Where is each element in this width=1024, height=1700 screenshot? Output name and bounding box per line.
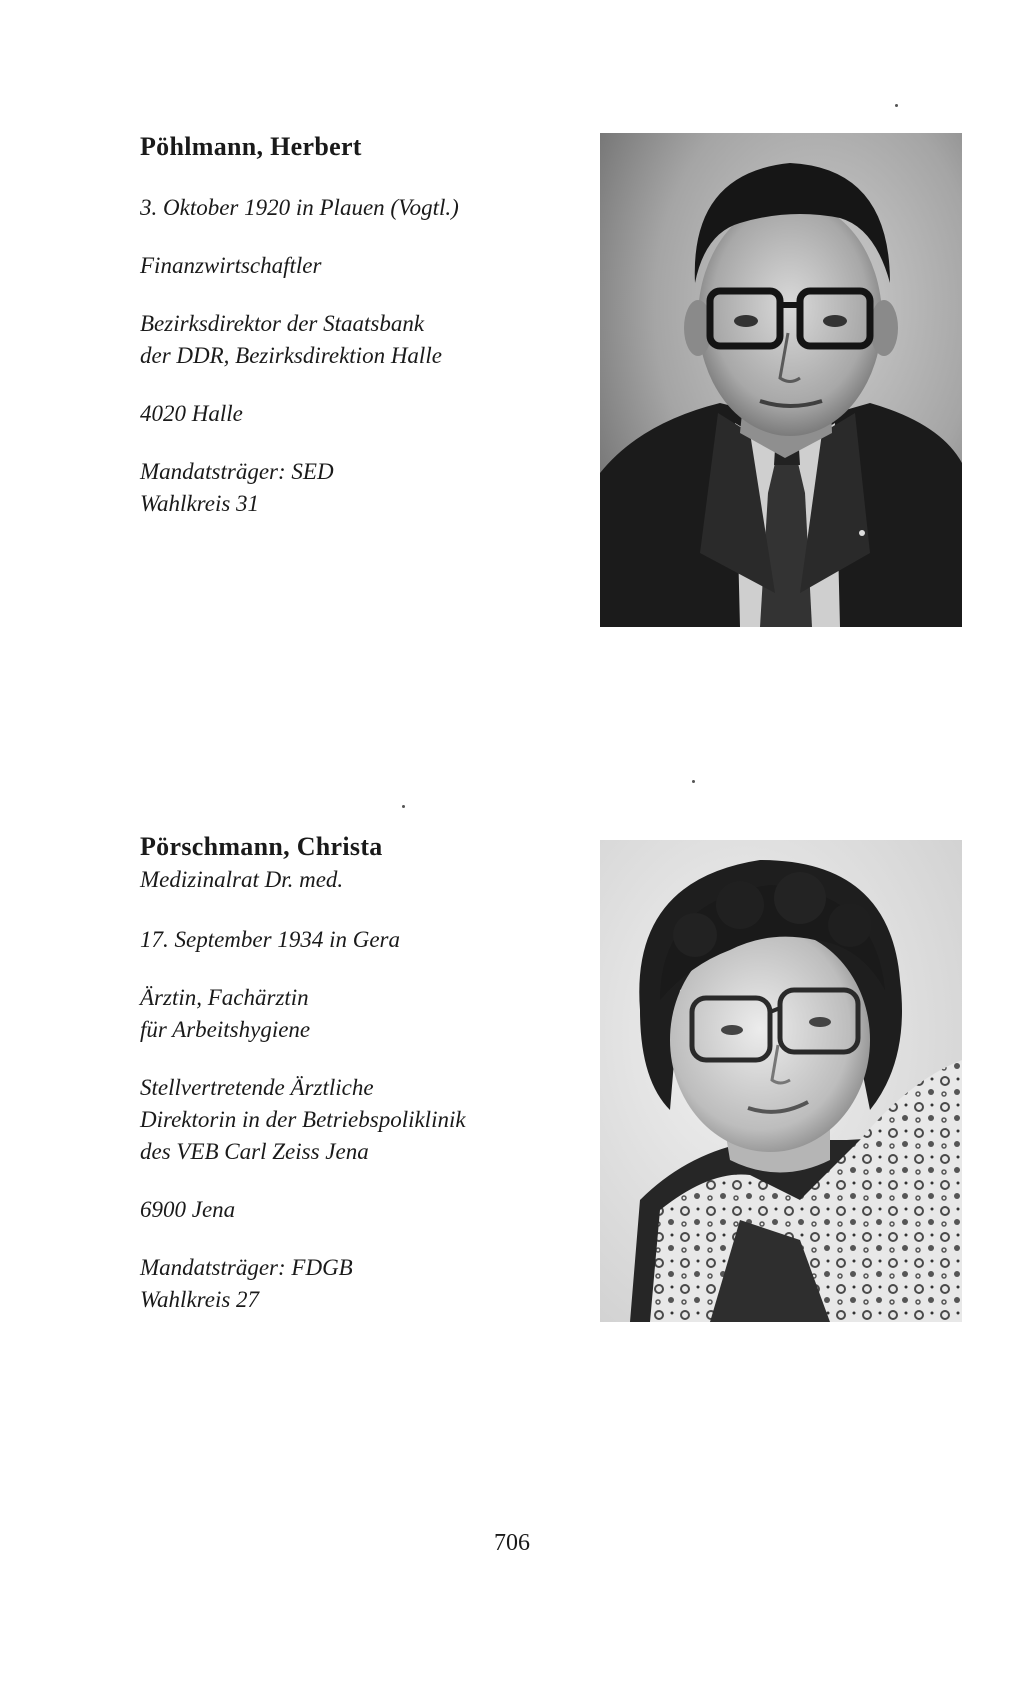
entry-name: Pörschmann, Christa	[140, 832, 383, 861]
portrait-photo-porschmann	[600, 840, 962, 1322]
entry-position-line: der DDR, Bezirksdirektion Halle	[140, 343, 442, 368]
entry-porschmann	[140, 830, 560, 1316]
entry-constituency: Wahlkreis 27	[140, 1287, 260, 1312]
portrait-photo-pohlmann	[600, 133, 962, 627]
page-number: 706	[494, 1530, 530, 1556]
scan-speck	[402, 805, 405, 808]
entry-position-line: des VEB Carl Zeiss Jena	[140, 1139, 369, 1164]
entry-birth: 17. September 1934 in Gera	[140, 927, 400, 952]
entry-position-line: Direktorin in der Betriebspoliklinik	[140, 1107, 466, 1132]
entry-position-line: Stellvertretende Ärztliche	[140, 1075, 374, 1100]
scan-speck	[692, 780, 695, 783]
entry-mandate: Mandatsträger: FDGB	[140, 1255, 353, 1280]
entry-profession-line: Ärztin, Fachärztin	[140, 985, 309, 1010]
entry-profession-line: für Arbeitshygiene	[140, 1017, 311, 1042]
entry-title: Medizinalrat Dr. med.	[140, 867, 344, 892]
entry-profession: Finanzwirtschaftler	[140, 253, 322, 278]
entry-name: Pöhlmann, Herbert	[140, 132, 362, 161]
scan-speck	[895, 104, 898, 107]
entry-pohlmann	[140, 130, 560, 520]
entry-birth: 3. Oktober 1920 in Plauen (Vogtl.)	[140, 195, 459, 220]
entry-position-line: Bezirksdirektor der Staatsbank	[140, 311, 425, 336]
entry-constituency: Wahlkreis 31	[140, 491, 260, 516]
entry-residence: 6900 Jena	[140, 1197, 236, 1222]
entry-residence: 4020 Halle	[140, 401, 243, 426]
entry-mandate: Mandatsträger: SED	[140, 459, 334, 484]
